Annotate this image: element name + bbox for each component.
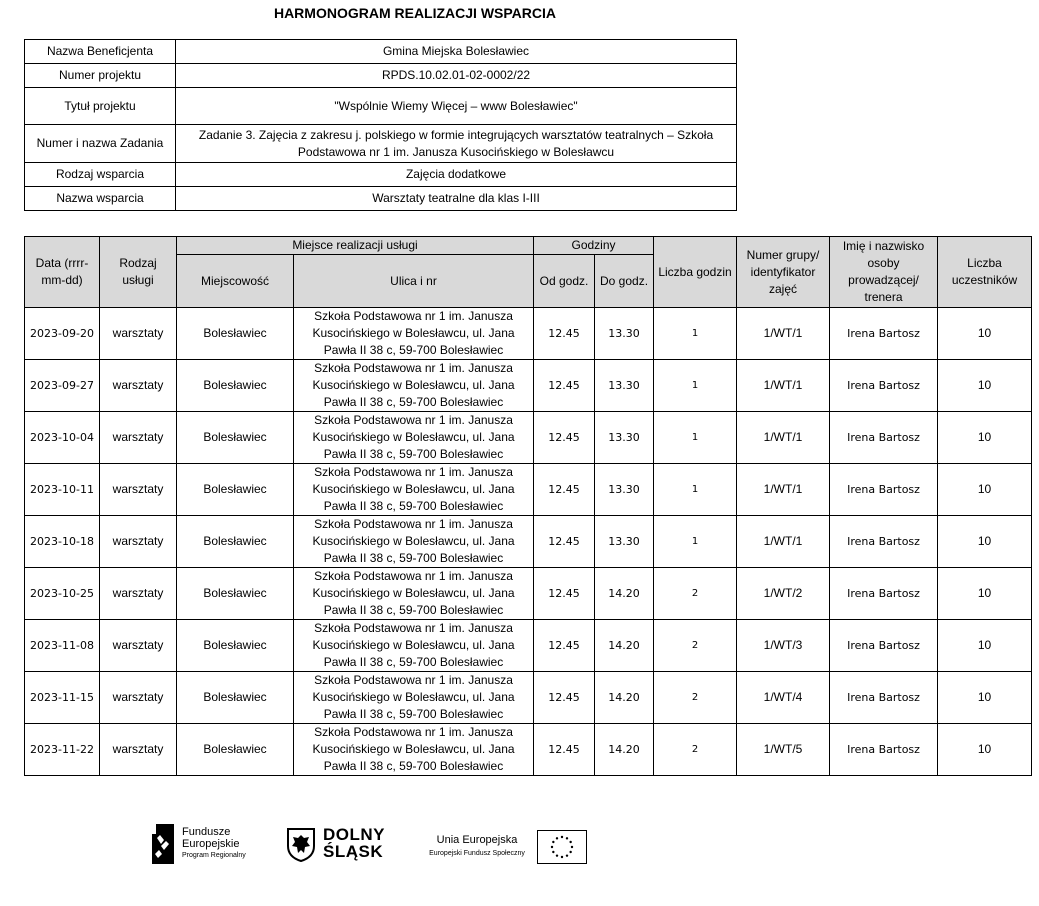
info-row — [25, 88, 737, 125]
cell-hours: 1 — [654, 412, 737, 464]
header-service-type: Rodzaj usługi — [100, 237, 177, 308]
table-row — [25, 672, 1032, 724]
fe-line2: Europejskie — [182, 838, 240, 850]
cell-street: Szkoła Podstawowa nr 1 im. Janusza Kusocińskiego w Bolesławcu, ul. Jana Pawła II 38 c, 59-700 Bolesławiec — [294, 672, 534, 724]
cell-participants: 10 — [938, 568, 1032, 620]
cell-group-id: 1/WT/3 — [737, 620, 830, 672]
header-city: Miejscowość — [177, 255, 294, 308]
info-value: Zajęcia dodatkowe — [176, 163, 737, 187]
dolny-slask-logo — [287, 826, 397, 866]
cell-date: 2023-11-15 — [25, 672, 100, 724]
info-label: Nazwa wsparcia — [25, 187, 176, 211]
cell-trainer: Irena Bartosz — [830, 464, 938, 516]
cell-participants: 10 — [938, 360, 1032, 412]
cell-from: 12.45 — [534, 412, 595, 464]
cell-date: 2023-09-20 — [25, 308, 100, 360]
footer-logos — [0, 822, 1039, 872]
cell-hours: 1 — [654, 360, 737, 412]
info-row — [25, 163, 737, 187]
project-info-table — [24, 39, 737, 211]
cell-to: 14.20 — [595, 568, 654, 620]
eu-flag-icon — [537, 830, 587, 864]
table-row — [25, 308, 1032, 360]
cell-street: Szkoła Podstawowa nr 1 im. Janusza Kusocińskiego w Bolesławcu, ul. Jana Pawła II 38 c, 59-700 Bolesławiec — [294, 724, 534, 776]
cell-service-type: warsztaty — [100, 360, 177, 412]
info-row — [25, 40, 737, 64]
cell-city: Bolesławiec — [177, 360, 294, 412]
cell-city: Bolesławiec — [177, 412, 294, 464]
cell-hours: 1 — [654, 516, 737, 568]
cell-street: Szkoła Podstawowa nr 1 im. Janusza Kusocińskiego w Bolesławcu, ul. Jana Pawła II 38 c, 59-700 Bolesławiec — [294, 360, 534, 412]
cell-city: Bolesławiec — [177, 308, 294, 360]
cell-group-id: 1/WT/1 — [737, 464, 830, 516]
info-value: Warsztaty teatralne dla klas I-III — [176, 187, 737, 211]
table-row — [25, 464, 1032, 516]
cell-street: Szkoła Podstawowa nr 1 im. Janusza Kusocińskiego w Bolesławcu, ul. Jana Pawła II 38 c, 59-700 Bolesławiec — [294, 308, 534, 360]
cell-date: 2023-11-08 — [25, 620, 100, 672]
cell-service-type: warsztaty — [100, 464, 177, 516]
cell-trainer: Irena Bartosz — [830, 620, 938, 672]
header-street: Ulica i nr — [294, 255, 534, 308]
cell-participants: 10 — [938, 412, 1032, 464]
cell-date: 2023-10-04 — [25, 412, 100, 464]
cell-street: Szkoła Podstawowa nr 1 im. Janusza Kusocińskiego w Bolesławcu, ul. Jana Pawła II 38 c, 59-700 Bolesławiec — [294, 412, 534, 464]
document-title: HARMONOGRAM REALIZACJI WSPARCIA — [273, 5, 557, 21]
info-value: RPDS.10.02.01-02-0002/22 — [176, 64, 737, 88]
cell-group-id: 1/WT/1 — [737, 360, 830, 412]
table-row — [25, 620, 1032, 672]
cell-date: 2023-10-25 — [25, 568, 100, 620]
cell-service-type: warsztaty — [100, 568, 177, 620]
header-from: Od godz. — [534, 255, 595, 308]
cell-service-type: warsztaty — [100, 412, 177, 464]
cell-street: Szkoła Podstawowa nr 1 im. Janusza Kusocińskiego w Bolesławcu, ul. Jana Pawła II 38 c, 59-700 Bolesławiec — [294, 620, 534, 672]
fe-line1: Fundusze — [182, 826, 231, 838]
cell-group-id: 1/WT/1 — [737, 308, 830, 360]
cell-participants: 10 — [938, 464, 1032, 516]
unia-europejska-logo — [424, 830, 594, 870]
cell-participants: 10 — [938, 620, 1032, 672]
cell-date: 2023-11-22 — [25, 724, 100, 776]
fundusze-europejskie-logo — [152, 822, 282, 868]
cell-from: 12.45 — [534, 620, 595, 672]
info-label: Nazwa Beneficjenta — [25, 40, 176, 64]
cell-hours: 2 — [654, 724, 737, 776]
cell-city: Bolesławiec — [177, 568, 294, 620]
ds-line1: DOLNY — [323, 825, 385, 844]
fe-line3: Program Regionalny — [182, 852, 246, 859]
cell-group-id: 1/WT/1 — [737, 516, 830, 568]
cell-group-id: 1/WT/1 — [737, 412, 830, 464]
cell-trainer: Irena Bartosz — [830, 308, 938, 360]
cell-trainer: Irena Bartosz — [830, 516, 938, 568]
cell-participants: 10 — [938, 516, 1032, 568]
table-row — [25, 412, 1032, 464]
header-participants: Liczba uczestników — [938, 237, 1032, 308]
cell-city: Bolesławiec — [177, 516, 294, 568]
cell-trainer: Irena Bartosz — [830, 672, 938, 724]
cell-street: Szkoła Podstawowa nr 1 im. Janusza Kusocińskiego w Bolesławcu, ul. Jana Pawła II 38 c, 59-700 Bolesławiec — [294, 568, 534, 620]
info-label: Numer projektu — [25, 64, 176, 88]
header-hours-group: Godziny — [534, 237, 654, 255]
cell-trainer: Irena Bartosz — [830, 568, 938, 620]
cell-service-type: warsztaty — [100, 724, 177, 776]
cell-to: 13.30 — [595, 360, 654, 412]
cell-service-type: warsztaty — [100, 308, 177, 360]
cell-service-type: warsztaty — [100, 672, 177, 724]
cell-from: 12.45 — [534, 568, 595, 620]
cell-city: Bolesławiec — [177, 464, 294, 516]
cell-to: 14.20 — [595, 724, 654, 776]
cell-service-type: warsztaty — [100, 620, 177, 672]
info-label: Tytuł projektu — [25, 88, 176, 125]
cell-to: 14.20 — [595, 620, 654, 672]
cell-from: 12.45 — [534, 516, 595, 568]
cell-group-id: 1/WT/4 — [737, 672, 830, 724]
info-row — [25, 64, 737, 88]
ds-line2: ŚLĄSK — [323, 842, 384, 861]
cell-to: 14.20 — [595, 672, 654, 724]
header-place-group: Miejsce realizacji usługi — [177, 237, 534, 255]
cell-from: 12.45 — [534, 360, 595, 412]
cell-city: Bolesławiec — [177, 620, 294, 672]
cell-trainer: Irena Bartosz — [830, 412, 938, 464]
info-value: "Wspólnie Wiemy Więcej – www Bolesławiec" — [176, 88, 737, 125]
header-trainer: Imię i nazwisko osoby prowadzącej/ trenera — [830, 237, 938, 308]
table-row — [25, 568, 1032, 620]
cell-hours: 2 — [654, 672, 737, 724]
cell-group-id: 1/WT/5 — [737, 724, 830, 776]
cell-group-id: 1/WT/2 — [737, 568, 830, 620]
cell-participants: 10 — [938, 724, 1032, 776]
cell-service-type: warsztaty — [100, 516, 177, 568]
cell-participants: 10 — [938, 308, 1032, 360]
cell-to: 13.30 — [595, 516, 654, 568]
cell-hours: 1 — [654, 308, 737, 360]
cell-date: 2023-10-18 — [25, 516, 100, 568]
cell-date: 2023-10-11 — [25, 464, 100, 516]
cell-from: 12.45 — [534, 464, 595, 516]
cell-city: Bolesławiec — [177, 724, 294, 776]
cell-participants: 10 — [938, 672, 1032, 724]
info-value: Zadanie 3. Zajęcia z zakresu j. polskiego w formie integrujących warsztatów teatralnych – Szkoła Podstawowa nr 1 im. Janusza Kusocińskiego w Bolesławcu — [176, 125, 737, 163]
schedule-table — [24, 236, 1032, 776]
table-row — [25, 724, 1032, 776]
ue-line1: Unia Europejska — [436, 834, 518, 846]
info-label: Rodzaj wsparcia — [25, 163, 176, 187]
cell-street: Szkoła Podstawowa nr 1 im. Janusza Kusocińskiego w Bolesławcu, ul. Jana Pawła II 38 c, 59-700 Bolesławiec — [294, 464, 534, 516]
cell-trainer: Irena Bartosz — [830, 360, 938, 412]
cell-city: Bolesławiec — [177, 672, 294, 724]
info-row — [25, 125, 737, 163]
cell-hours: 2 — [654, 620, 737, 672]
cell-from: 12.45 — [534, 672, 595, 724]
cell-from: 12.45 — [534, 308, 595, 360]
cell-hours: 1 — [654, 464, 737, 516]
info-row — [25, 187, 737, 211]
cell-trainer: Irena Bartosz — [830, 724, 938, 776]
cell-street: Szkoła Podstawowa nr 1 im. Janusza Kusocińskiego w Bolesławcu, ul. Jana Pawła II 38 c, 59-700 Bolesławiec — [294, 516, 534, 568]
cell-hours: 2 — [654, 568, 737, 620]
cell-to: 13.30 — [595, 464, 654, 516]
table-row — [25, 360, 1032, 412]
cell-date: 2023-09-27 — [25, 360, 100, 412]
fundusze-europejskie-mark-icon — [152, 824, 174, 864]
cell-to: 13.30 — [595, 308, 654, 360]
header-hours-count: Liczba godzin — [654, 237, 737, 308]
header-to: Do godz. — [595, 255, 654, 308]
header-date: Data (rrrr-mm-dd) — [25, 237, 100, 308]
header-group-id: Numer grupy/ identyfikator zajęć — [737, 237, 830, 308]
info-value: Gmina Miejska Bolesławiec — [176, 40, 737, 64]
table-row — [25, 516, 1032, 568]
cell-from: 12.45 — [534, 724, 595, 776]
eagle-shield-icon — [287, 828, 315, 862]
ue-line2: Europejski Fundusz Społeczny — [429, 850, 525, 857]
cell-to: 13.30 — [595, 412, 654, 464]
info-label: Numer i nazwa Zadania — [25, 125, 176, 163]
